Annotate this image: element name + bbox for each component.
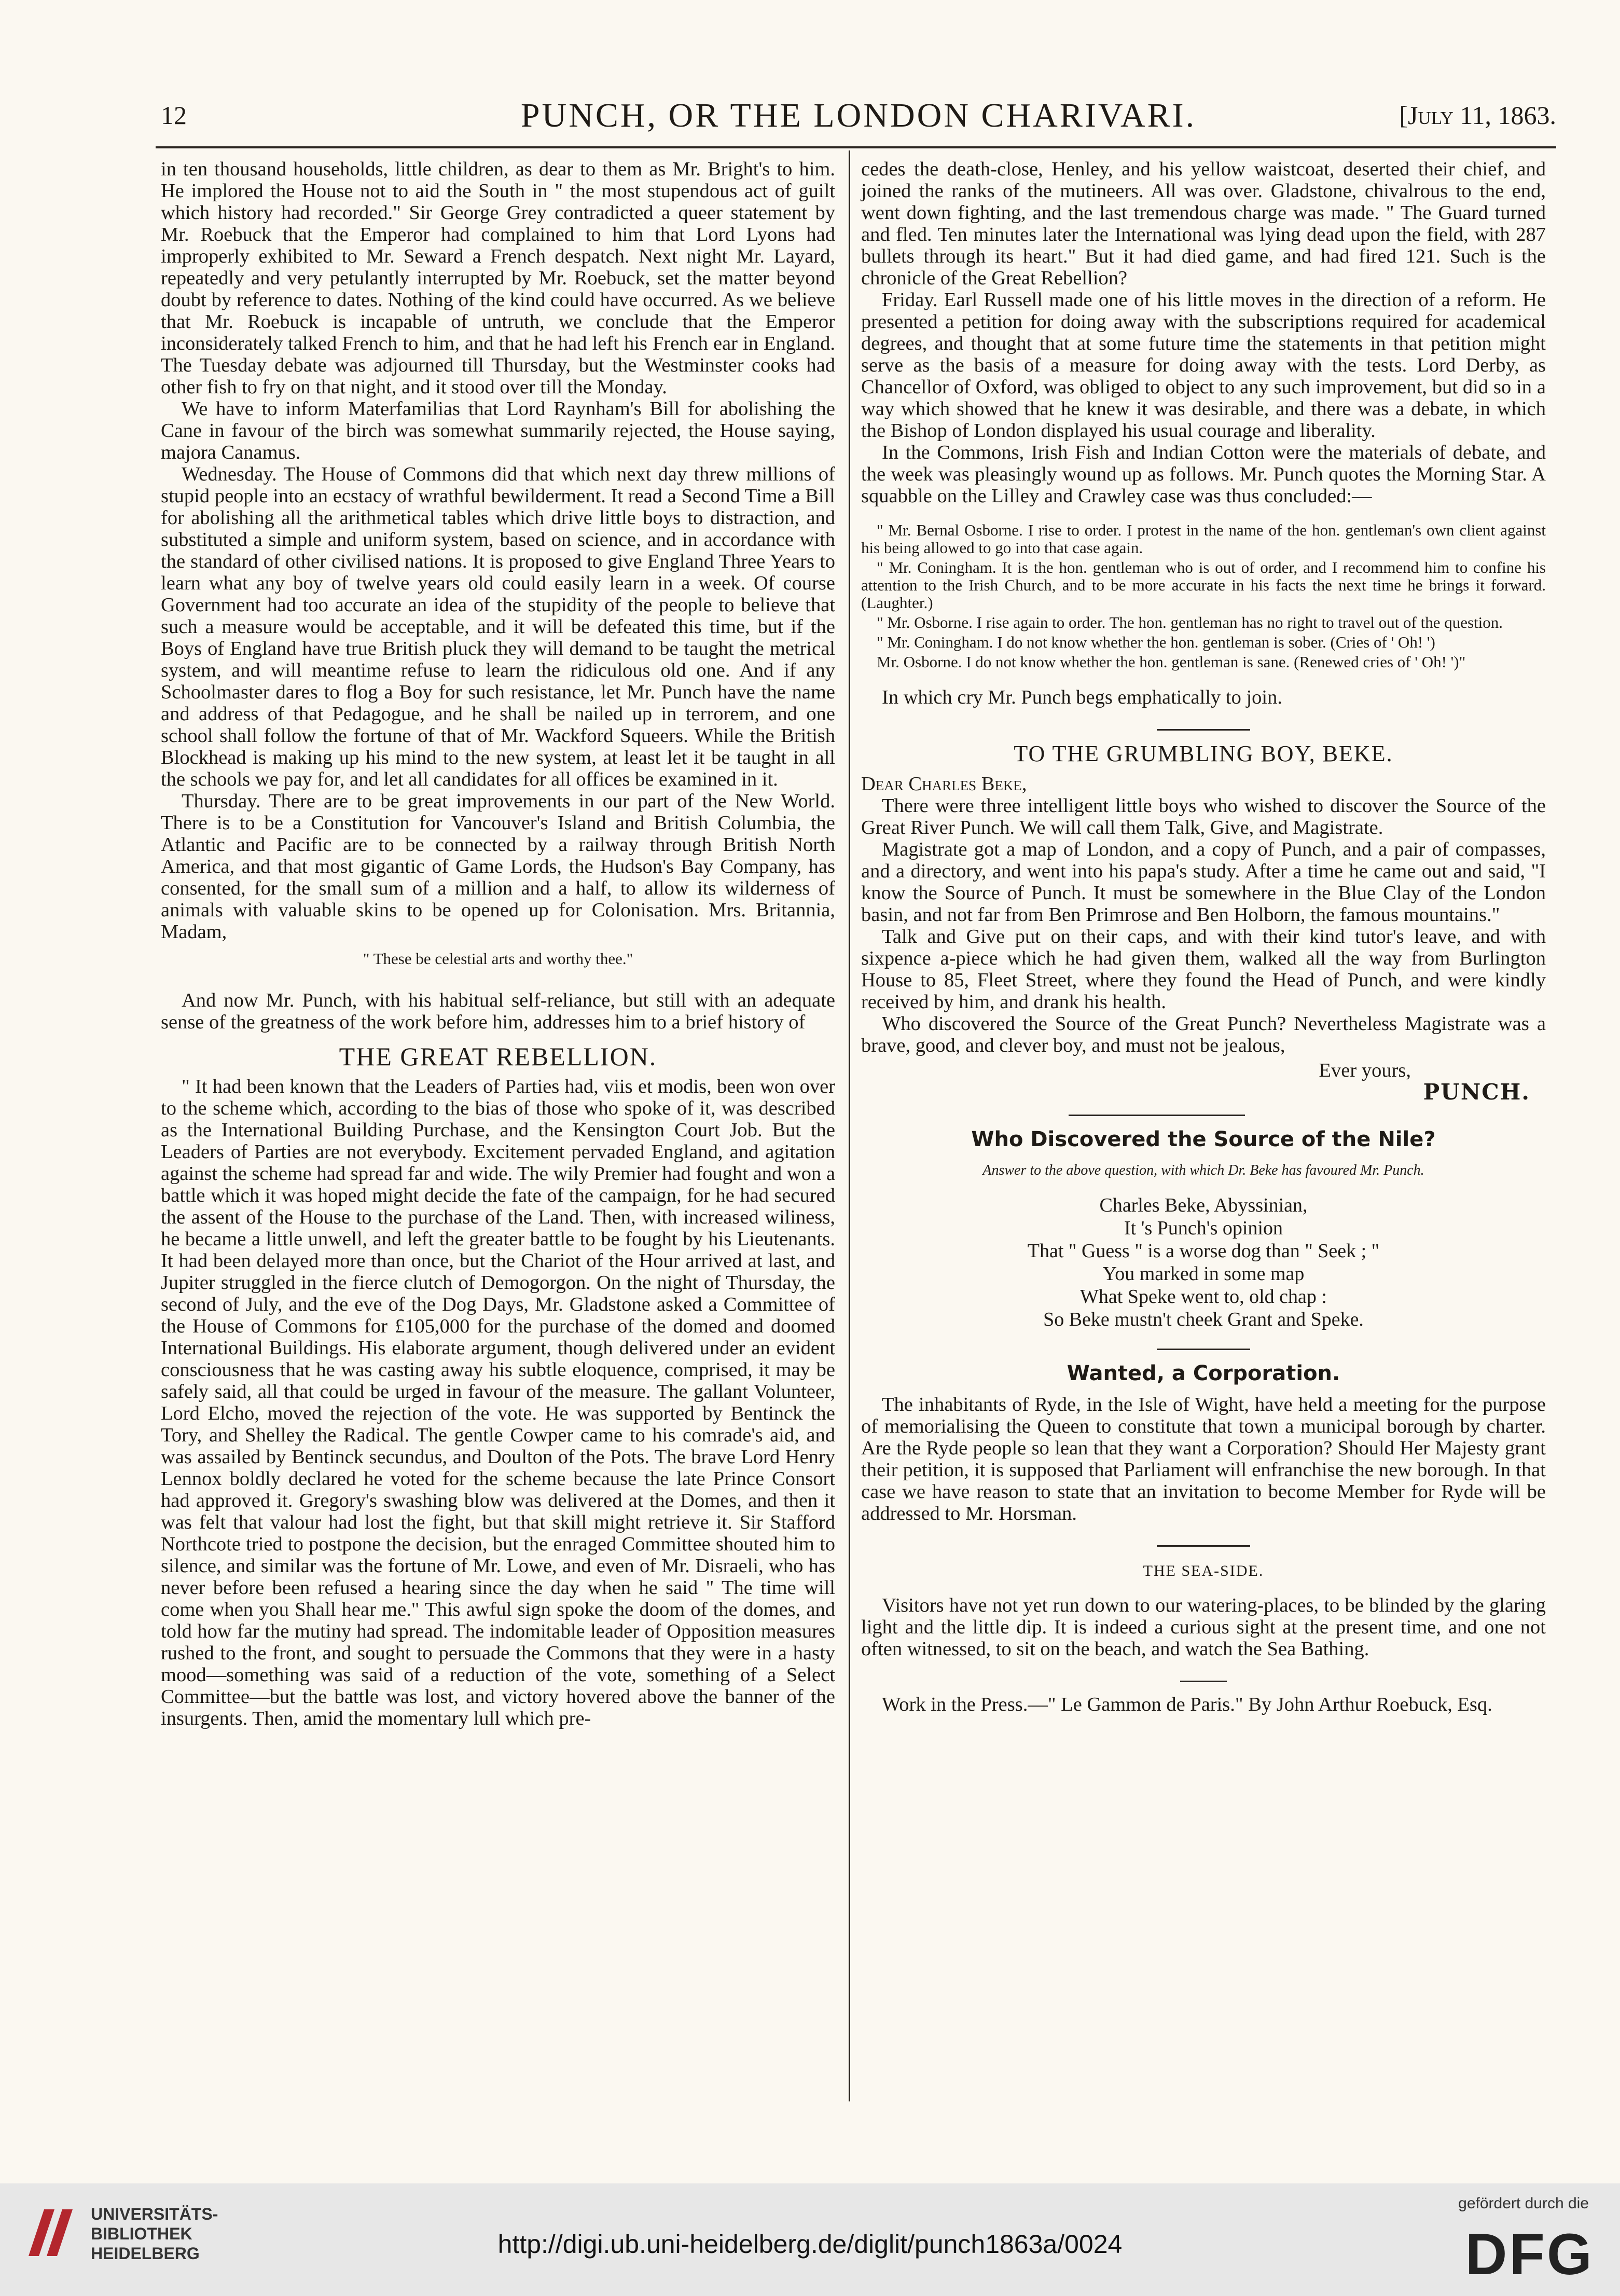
- verse-line: You marked in some map: [1102, 1263, 1305, 1285]
- source-url-link[interactable]: http://digi.ub.uni-heidelberg.de/diglit/punch1863a/0024: [497, 2230, 1123, 2259]
- paragraph: Magistrate got a map of London, and a copy of Punch, and a pair of compasses, and a directory, and went into his papa's study. After a time he came out and said, "I know the Source of Punch. It must be somewhere in the Blue Clay of the London basin, and not far from Ben Primrose and Ben Holborn, the famous mountains.": [861, 838, 1546, 926]
- dialogue-line: Mr. Osborne. I do not know whether the hon. gentleman is sane. (Renewed cries of ' Oh! ')": [877, 653, 1466, 671]
- verse-quote: " These be celestial arts and worthy thee.": [363, 950, 633, 968]
- section-divider: [1157, 1349, 1250, 1350]
- article-heading: THE SEA-SIDE.: [1143, 1562, 1264, 1579]
- article-heading: Wanted, a Corporation.: [1067, 1362, 1340, 1385]
- dialogue-excerpt: [861, 521, 1546, 671]
- right-column: [861, 158, 1546, 1715]
- paragraph: " It had been known that the Leaders of Parties had, viis et modis, been won over to the scheme which, according to the bias of those who spoke of it, was described as the International Building Purchase, and the Kensington Court Job. But the Leaders of Parties are not everybody. Excitement pervaded England, and agitation against the scheme had spread far and wide. The wily Premier had fought and won a battle which it was hoped might decide the fate of the campaign, for he had secured the assent of the House to the purchase of the Land. Then, with increased wiliness, he became a little unwell, and left the greater battle to be fought by his Lieutenants. It had been delayed more than once, but the Chariot of the Hour arrived at last, and Jupiter struggled in the fierce clutch of Demogorgon. On the night of Thursday, the second of July, and the eve of the Dog Days, Mr. Gladstone asked a Committee of the House of Commons for £105,000 for the purchase of the domed and doomed International Buildings. His elaborate argument, though delivered under an evident consciousness that he was casting away his subtle eloquence, comprised, it may be safely said, all that could be urged in favour of the measure. The gallant Volunteer, Lord Elcho, moved the rejection of the vote. He was supported by Bentinck the Tory, and Shelley the Radical. The gentle Cowper came to his comrade's aid, and was assailed by Bentinck secundus, and Doulton of the Pots. The brave Lord Henry Lennox boldly declared he voted for the scheme because the late Prince Consort had approved it. Gregory's swashing blow was delivered at the Domes, and then it was felt that valour had lost the fight, but that skill might retrieve it. Sir Stafford Northcote tried to postpone the decision, but the enraged Committee shouted him to silence, and similar was the fortune of Mr. Lowe, and even of Mr. Disraeli, who has never before been refused a hearing since the day when he said " The time will come when you Shall hear me." This awful sign spoke the doom of the domes, and told how far the mutiny had spread. The indomitable leader of Opposition measures rushed to the front, and sought to persuade the Commons that they were in a hasty mood—something was said of a reduction of the vote, something of a Select Committee—but the battle was lost, and victory hovered above the banner of the insurgents. Then, amid the momentary lull which pre-: [161, 1076, 835, 1729]
- page-number: 12: [161, 101, 187, 130]
- page-header: [161, 96, 1556, 143]
- verse-line: So Beke mustn't cheek Grant and Speke.: [1043, 1309, 1364, 1330]
- section-divider: [1180, 1681, 1227, 1682]
- section-divider: [1069, 1115, 1245, 1116]
- issue-date: [July 11, 1863.: [1399, 101, 1556, 130]
- dialogue-line: " Mr. Bernal Osborne. I rise to order. I protest in the name of the hon. gentleman's own client against his being allowed to go into that case again.: [861, 521, 1546, 557]
- library-name: UNIVERSITÄTS- BIBLIOTHEK HEIDELBERG: [91, 2205, 218, 2263]
- funded-by-label: gefördert durch die: [1458, 2195, 1589, 2212]
- page-title: PUNCH, OR THE LONDON CHARIVARI.: [520, 97, 1197, 134]
- dfg-logo: DFG: [1465, 2222, 1594, 2287]
- paragraph: Visitors have not yet run down to our watering-places, to be blinded by the glaring light and the little dip. It is indeed a curious sight at the present time, and one not often witnessed, to sit on the beach, and watch the Sea Bathing.: [861, 1594, 1546, 1660]
- paragraph: And now Mr. Punch, with his habitual self-reliance, but still with an adequate sense of the greatness of the work before him, addresses him to a brief history of: [161, 989, 835, 1033]
- paragraph: Talk and Give put on their caps, and with their kind tutor's leave, and with sixpence a-piece which he had given them, walked all the way from Burlington House to 85, Fleet Street, where they found the Head of Punch, and were kindly received by him, and drank his health.: [861, 926, 1546, 1013]
- signature: PUNCH.: [1423, 1079, 1530, 1105]
- paragraph: Thursday. There are to be great improvements in our part of the New World. There is to be a Constitution for Vancouver's Island and British Columbia, the Atlantic and Pacific are to be connected by a railway through British North America, and that most gigantic of Game Lords, the Hudson's Bay Company, has consented, for the small sum of a million and a half, to allow its wilderness of animals with valuable skins to be opened up for Colonisation. Mrs. Britannia, Madam,: [161, 790, 835, 943]
- sign-off: Ever yours,: [1319, 1060, 1411, 1081]
- dialogue-line: " Mr. Coningham. I do not know whether the hon. gentleman is sober. (Cries of ' Oh! '): [877, 633, 1435, 651]
- top-border-rule: [156, 146, 1556, 148]
- paragraph: In the Commons, Irish Fish and Indian Cotton were the materials of debate, and the week was pleasingly wound up as follows. Mr. Punch quotes the Morning Star. A squabble on the Lilley and Crawley case was thus concluded:—: [861, 442, 1546, 507]
- paragraph: Work in the Press.—" Le Gammon de Paris." By John Arthur Roebuck, Esq.: [882, 1694, 1492, 1715]
- column-divider: [849, 150, 850, 2101]
- dialogue-line: " Mr. Coningham. It is the hon. gentleman who is out of order, and I recommend him to confine his attention to the Irish Church, and to be more accurate in his facts the next time he brings it forward. (Laughter.): [861, 558, 1546, 612]
- article-heading: THE GREAT REBELLION.: [339, 1042, 657, 1071]
- section-divider: [1157, 729, 1250, 731]
- paragraph: Who discovered the Source of the Great Punch? Nevertheless Magistrate was a brave, good, and clever boy, and must not be jealous,: [861, 1013, 1546, 1056]
- left-column: [161, 158, 835, 1729]
- paragraph: in ten thousand households, little children, as dear to them as Mr. Bright's to him. He implored the House not to aid the South in " the most stupendous act of guilt which history had recorded." Sir George Grey contradicted a queer statement by Mr. Roebuck that the Emperor had complained to him that Lord Lyons had improperly exhibited to Mr. Seward a French despatch. Next night Mr. Layard, repeatedly and very petulantly interrupted by Mr. Roebuck, set the matter beyond doubt by reference to dates. Nothing of the kind could have occurred. As we believe that Mr. Roebuck is incapable of untruth, we conclude that the Emperor inconsiderately talked French to him, and that he had left his French ear in England. The Tuesday debate was adjourned till Thursday, but the Westminster cooks had other fish to fry on that night, and it stood over till the Monday.: [161, 158, 835, 398]
- verse-line: What Speke went to, old chap :: [1080, 1286, 1327, 1308]
- verse-line: That " Guess " is a worse dog than " Seek ; ": [1027, 1240, 1380, 1262]
- paragraph: Wednesday. The House of Commons did that which next day threw millions of stupid people into an ecstacy of wrathful bewilderment. It read a Second Time a Bill for abolishing all the arithmetical tables which drive little boys to distraction, and substituted a simple and uniform system, based on science, and in accordance with the standard of other civilised nations. It is proposed to give England Three Years to learn what any boy of twelve years old could easily learn in a week. Of course Government had too accurate an idea of the stupidity of the people to believe that such a measure would be acceptable, and it will be defeated this time, but if the Boys of England have true British pluck they will demand to be taught the metrical system, and will meantime refuse to learn the ridiculous old one. And if any Schoolmaster dares to flog a Boy for such resistance, let Mr. Punch have the name and address of that Pedagogue, and he shall be nailed up in terrorem, and one school shall follow the fortune of that of Mr. Wackford Squeers. While the British Blockhead is making up his mind to the new system, at least let it be taught in all the schools we pay for, and let all candidates for all offices be examined in it.: [161, 463, 835, 790]
- article-caption: Answer to the above question, with which Dr. Beke has favoured Mr. Punch.: [982, 1162, 1424, 1178]
- article-heading: Who Discovered the Source of the Nile?: [971, 1128, 1436, 1151]
- verse-line: It 's Punch's opinion: [1124, 1217, 1283, 1239]
- salutation: Dear Charles Beke,: [861, 773, 1027, 795]
- paragraph: Friday. Earl Russell made one of his little moves in the direction of a reform. He presented a petition for doing away with the subscriptions required for academical degrees, and thought that at some future time the statements in that petition might serve as the basis of a measure for doing away with the tests. Lord Derby, as Chancellor of Oxford, was obliged to object to any such improvement, but did so in a way which showed that he knew it was desirable, and there was a debate, in which the Bishop of London displayed his usual courage and liberality.: [861, 289, 1546, 442]
- paragraph: We have to inform Materfamilias that Lord Raynham's Bill for abolishing the Cane in favour of the birch was somewhat summarily rejected, the House saying, majora Canamus.: [161, 398, 835, 463]
- verse-line: Charles Beke, Abyssinian,: [1099, 1194, 1308, 1216]
- section-divider: [1157, 1545, 1250, 1547]
- paragraph: There were three intelligent little boys who wished to discover the Source of the Great River Punch. We will call them Talk, Give, and Magistrate.: [861, 795, 1546, 838]
- paragraph: In which cry Mr. Punch begs emphatically to join.: [882, 686, 1282, 708]
- digitization-footer: [0, 2183, 1620, 2296]
- dialogue-line: " Mr. Osborne. I rise again to order. The hon. gentleman has no right to travel out of the question.: [877, 613, 1503, 631]
- paragraph: cedes the death-close, Henley, and his yellow waistcoat, deserted their chief, and joined the ranks of the mutineers. All was over. Gladstone, chivalrous to the end, went down fighting, and the last tremendous charge was made. " The Guard turned and fled. Ten minutes later the International was lying dead upon the field, with 287 bullets through its heart." But it had died game, and had fired 121. Such is the chronicle of the Great Rebellion?: [861, 158, 1546, 289]
- article-heading: TO THE GRUMBLING BOY, BEKE.: [1014, 741, 1393, 766]
- paragraph: The inhabitants of Ryde, in the Isle of Wight, have held a meeting for the purpose of memorialising the Queen to constitute that town a municipal borough by charter. Are the Ryde people so lean that they want a Corporation? Should Her Majesty grant their petition, it is supposed that Parliament will enfranchise the new borough. In that case we have reason to state that an invitation to become Member for Ryde will be addressed to Mr. Horsman.: [861, 1394, 1546, 1524]
